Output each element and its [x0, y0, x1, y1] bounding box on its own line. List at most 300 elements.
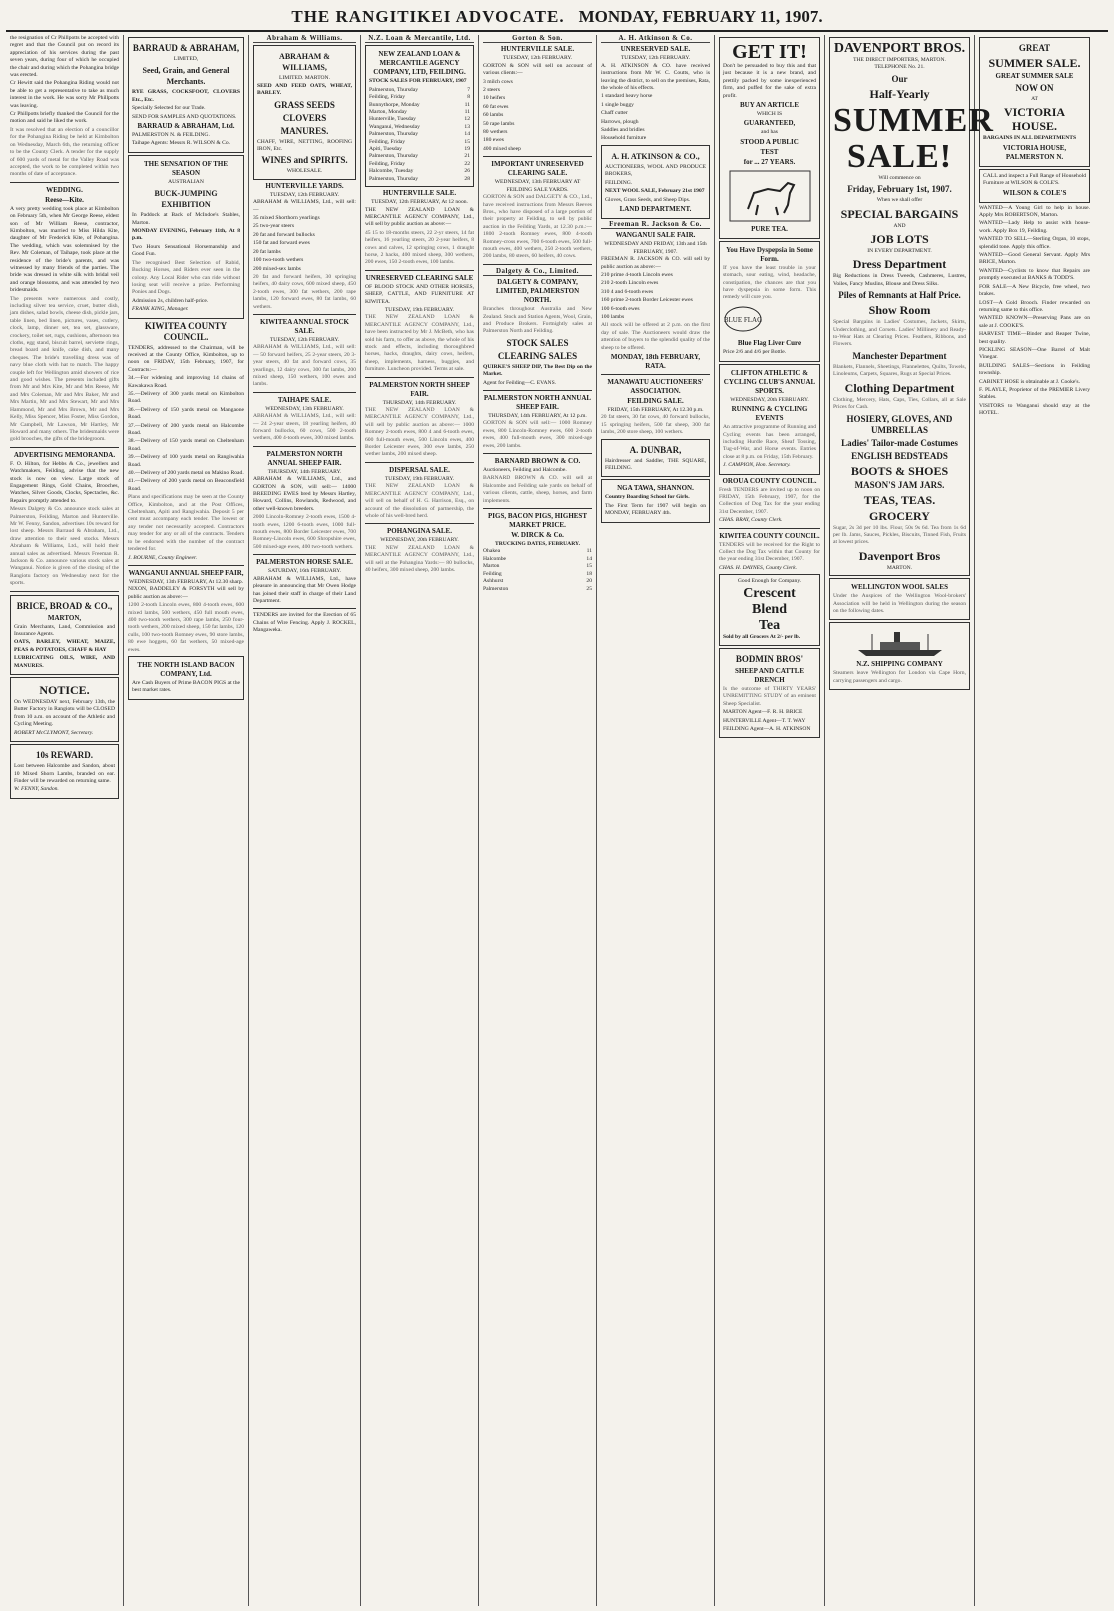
nixon-filler: 1200 2-tooth Lincoln ewes, 800 4-tooth ewes, 600 mixed lambs, 500 wethers, 450 full mouth ewes, 400 two-tooth wethers, 300 rape lambs, 250 four-tooth wethers, 200 mixed sheep, 150 fat lambs, 120 culls, 100 two-tooth Romney ewes, 90 store lambs, 80 ewe hoggets, 60 fat wethers, 50 mixed-age ewes.: [128, 602, 244, 653]
aw-heading: ABRAHAM & WILLIAMS,: [279, 52, 330, 73]
sale-date-row-value: 11: [464, 109, 470, 116]
frj-items: [601, 272, 710, 321]
sale-date-row-label: Bunnythorpe, Monday: [369, 101, 420, 108]
atkinson-place: FEILDING.: [605, 179, 633, 186]
wellington-heading: WELLINGTON WOOL SALES: [851, 583, 948, 592]
classified-ad: VISITORS to Wanganui should stay at the HOTEL.: [979, 402, 1090, 417]
bodmin-sub: SHEEP AND CATTLE DRENCH: [734, 667, 805, 684]
sale-date-row: [369, 102, 470, 109]
sale-date-row: [369, 139, 470, 146]
dunbar-heading: A. DUNBAR,: [629, 444, 682, 455]
get-it-heading: GET IT!: [732, 41, 807, 63]
column-8: [825, 35, 994, 1606]
shipping-filler: Steamers leave Wellington for London via Cape Horn, carrying passengers and cargo.: [833, 670, 966, 684]
frj-item: 100 6-tooth ewes: [601, 305, 640, 312]
nzl-hunterville-date: TUESDAY, 12th FEBRUARY, At 12 noon.: [371, 199, 468, 206]
atkinson-advert: [601, 145, 710, 219]
crescent-price: Sold by all Grocers At 2/- per lb.: [723, 633, 801, 640]
clifton-advert: [719, 364, 820, 475]
commences-label: Will commence on: [878, 174, 921, 181]
sale-date-row-value: 15: [464, 138, 470, 145]
crescent-title: Crescent: [743, 585, 796, 601]
get-it-text: Don't be persuaded to buy this and that just because it is a new brand, and prettily packed by some inexperienced firm, and puffed for the sake of extra profit.: [723, 63, 816, 99]
sale-date-row-label: Feilding, Friday: [369, 160, 406, 167]
column-5-header: Gorton & Son.: [483, 35, 592, 43]
contract-item: 38.—Delivery of 150 yards metal on Cheltenham Road.: [128, 438, 244, 452]
sale-date-row: [369, 87, 470, 94]
column-6: [597, 35, 715, 1606]
frj-item: 210 2-tooth Lincoln ewes: [601, 280, 659, 287]
sale-date-row-label: Apiti, Tuesday: [369, 146, 402, 153]
nixon-text: NIXON, BADDELEY & FORSYTH will sell by public auction as above:—: [128, 586, 244, 600]
summer-sale-heading: SUMMER SALE.: [988, 56, 1081, 70]
frj-text: FREEMAN R. JACKSON & CO. will sell by public auction as above:—: [601, 256, 710, 270]
sale-date-row-label: Wanganui, Wednesday: [369, 123, 420, 130]
sale-date-row-label: Palmerston, Thursday: [369, 86, 418, 93]
barraud-advert: [128, 37, 244, 153]
gorton-hunterville-heading: HUNTERVILLE SALE.: [500, 45, 575, 54]
clearing-sub: OF BLOOD STOCK AND OTHER HORSES, SHEEP, CATTLE, AND FURNITURE AT KIWITEA.: [365, 283, 474, 305]
barraud-line: Seed, Grain, and General Merchants.: [142, 66, 230, 87]
sale-date-row: [369, 176, 470, 183]
kiwitea-council-text: TENDERS, addressed to the Chairman, will be received at the County Office, Kimbolton, up to noon on FRIDAY, 15th February, 1907, for Contracts:—: [128, 344, 244, 373]
reward-signature: W. FENNY, Sandon.: [14, 786, 59, 793]
clearing-filler: THE NEW ZEALAND LOAN & MERCANTILE AGENCY COMPANY, Ltd., have been instructed by Mr J. McBeth, who has sold his farm, to offer as above, the whole of his stock and effects, including thoroughbred horses, hacks, draughts, dairy cows, heifers, sheep, implements, harness, buggies, and furniture. Luncheon provided. Terms at sale.: [365, 314, 474, 373]
gorton-item: 50 rape lambs: [483, 120, 515, 127]
sale-date-row: [369, 161, 470, 168]
masthead: [6, 4, 1108, 32]
sale-date-row: [369, 131, 470, 138]
wanganui-sale-date: WEDNESDAY AND FRIDAY, 13th and 15th FEBRUARY, 1907.: [604, 241, 707, 255]
columns: [6, 35, 1108, 1606]
dunbar-advert: [601, 439, 710, 478]
council-report-filler: It was resolved that an election of a councillor for the Pohangina Riding be held at Kimbolton on Wednesday, March 6th, the returning officer to be the County Clerk. A tender for the supply of 600 yards of metal for the Valley Road was accepted, the work to be completed within two months of date of acceptance.: [10, 126, 119, 178]
sales-list: [369, 87, 470, 183]
sale-date-row-value: 8: [467, 94, 470, 101]
dalgety-agent: Agent for Feilding—C. EVANS.: [483, 379, 557, 386]
classified-ad: WANTED KNOWN—Preserving Pans are on sale at J. COOKE'S.: [979, 315, 1090, 329]
sale-date-row-value: 14: [464, 131, 470, 138]
pohangina-date: WEDNESDAY, 20th FEBRUARY.: [380, 537, 459, 544]
sale-date-row-label: Marton, Monday: [369, 109, 407, 116]
atkinson-offer: Gloves, Grass Seeds, and Sheep Dips.: [605, 196, 691, 203]
barraud-stock: RYE GRASS, COCKSFOOT, CLOVERS Etc., Etc.: [132, 89, 240, 103]
davenport-tel: TELEPHONE No. 21.: [874, 64, 925, 71]
bargains-all: BARGAINS IN ALL DEPARTMENTS: [983, 135, 1077, 142]
every-department: IN EVERY DEPARTMENT.: [867, 248, 932, 255]
kiwitea-council-heading: KIWITEA COUNTY COUNCIL.: [144, 320, 228, 342]
barraud-limited: LIMITED,: [173, 56, 199, 62]
gorton-item: 10 heifers: [483, 95, 506, 102]
davenport-bros-footer: Davenport Bros: [858, 548, 941, 563]
aw-sub: LIMITED. MARTON.: [279, 75, 330, 82]
notice-advert: [10, 677, 119, 742]
hunterville-yards-date: TUESDAY, 12th FEBRUARY.: [269, 191, 340, 198]
gorton-items: [483, 79, 592, 154]
dyspepsia-heading: You Have Dyspepsia in Some Form.: [726, 245, 813, 263]
frj-item: 100 lambs: [601, 313, 625, 320]
contract-item: 41.—Delivery of 200 yards metal on Beaconsfield Road.: [128, 478, 244, 492]
frj-filler: All stock will be offered at 2 p.m. on the first day of sale. The Auctioneers would draw the attention of buyers to the splendid quality of the sheep to be offered.: [601, 322, 710, 351]
council-report-3: Cr Phillpotts briefly thanked the Council for the motion and said he liked the work.: [10, 111, 119, 125]
liver-cure: Blue Flag Liver Cure: [737, 339, 802, 348]
atkinson-item: 1 single buggy: [601, 101, 634, 108]
taihape-filler: ABRAHAM & WILLIAMS, Ltd., will sell:— 24 2-year steers, 18 yearling heifers, 40 forward bullocks, 60 cows, 500 2-tooth wethers, 400 4-tooth ewes, 300 mixed lambs.: [253, 413, 356, 442]
unreserved-date: TUESDAY, 12th FEBRUARY.: [620, 55, 691, 62]
adv-memoranda-heading: ADVERTISING MEMORANDA.: [13, 450, 116, 459]
wedding-presents: The presents were numerous and costly, including silver tea service, cruet, butter dish, jam dishes, salad bowls, cheese dish, pickle jars, table linen, bed linen, pictures, vases, cutlery, clock, lamp, dinner set, tea set, glassware, crockery, toilet set, rugs, cushions, afternoon tea cloths, egg stand, biscuit barrel, serviette rings, bread board and knife, cake dish, and many cheques. The bride's travelling dress was of navy blue cloth with hat to match. The happy couple left for Wellington amid showers of rice and good wishes. The presents included gifts from Mr and Mrs Kite, Mr and Mrs Reese, Mr and Mrs Coleman, Mr and Mrs Baker, Mr and Mrs Martin, Mr and Mrs Stewart, Mr and Mrs Hammond, Mr and Mrs Brown, Mr and Mrs Kelly, Miss Spencer, Miss Foster, Miss Gordon, Mr Campbell, Mr Lawson, Mr Hartley, Mr Howard and many others. The bridesmaids were gold brooches, the gifts of the bridegroom.: [10, 295, 119, 443]
adv-memoranda-text: F. O. Hilton, for Hebbs & Co., jewellers and Watchmakers, Feilding, advise that the new stock is now on view. Large stock of Engagement Rings, Gold Chains, Brooches, Watches, Silver Goods, Clocks, Spectacles, &c. Repairs promptly attended to.: [10, 460, 119, 504]
column-3-header: Abraham & Williams.: [253, 35, 356, 43]
gorton-palmerston-date: THURSDAY, 14th FEBRUARY, At 12 p.m.: [488, 413, 587, 419]
atkinson-item: 1 standard heavy horse: [601, 93, 653, 100]
buckjump-advert: [128, 155, 244, 319]
crescent-advert: [719, 574, 820, 646]
aw-chaff: CHAFF, WIRE, NETTING, ROOFING IRON, Etc.: [257, 138, 352, 153]
davenport-heading: DAVENPORT BROS.: [833, 41, 966, 56]
at-label: AT: [1031, 96, 1038, 102]
nzl-hunterville-heading: HUNTERVILLE SALE.: [382, 189, 457, 198]
sensation-sub: AUSTRALIAN: [168, 178, 204, 185]
trucking-row: [483, 578, 592, 585]
classified-ad: WANTED—Good General Servant. Apply Mrs BRICE, Marton.: [979, 252, 1090, 266]
column-3: [249, 35, 361, 1606]
sale-date: Friday, February 1st, 1907.: [847, 184, 952, 195]
sensation-filler: The recognised Best Selection of Rabid, Bucking Horses, and Riders ever seen in the colony. Any Local Rider who can ride without losing seat will receive a prize. Performing Ponies and Dogs.: [132, 259, 240, 296]
brice-goods: OATS, BARLEY, WHEAT, MAIZE, PEAS & POTATOES, CHAFF & HAY: [14, 639, 115, 653]
dirck-name: W. DIRCK & Co.: [511, 531, 564, 540]
trucking-row-label: Halcombe: [483, 555, 506, 562]
job-lots: JOB LOTS: [870, 232, 929, 247]
rata-heading: MONDAY, 18th FEBRUARY, RATA.: [610, 353, 701, 370]
atkinson-item: Chaff cutter: [601, 110, 628, 117]
blue-flag-label: BLUE FLAG: [723, 315, 763, 324]
trucking-heading: TRUCKING DATES, FEBRUARY.: [495, 541, 580, 548]
hunterville-item: 200 mixed-sex lambs: [253, 265, 301, 272]
sensation-when: MONDAY EVENING, February 11th, At 8 p.m.: [132, 228, 240, 242]
blue-flag-icon: [723, 305, 763, 333]
sale-date-row-value: 22: [464, 160, 470, 167]
brice-subtitle: Grain Merchants, Land, Commission and Insurance Agents.: [14, 623, 115, 638]
clifton-heading: CLIFTON ATHLETIC & CYCLING CLUB'S ANNUAL SPORTS.: [723, 368, 816, 395]
classified-ad: PICKLING SEASON—One Barrel of Malt Vinegar.: [979, 346, 1090, 361]
trucking-row-label: Ohakea: [483, 548, 501, 555]
dalgety-filler: Branches throughout Australia and New Zealand. Stock and Station Agents, Wool, Grain, and Produce Brokers. Fortnightly sales at Palmerston North and Feilding.: [483, 306, 592, 335]
show-room-filler: Special Bargains in Ladies' Costumes, Jackets, Skirts, Underclothing, and Corsets. Ladies' Millinery and Ready-to-Wear Hats at Clearing Prices. Feathers, Ribbons, and Flowers.: [833, 319, 966, 348]
shipping-heading: N.Z. SHIPPING COMPANY: [856, 660, 943, 669]
clifton-filler: An attractive programme of Running and Cycling events has been arranged, including Hurdle Race, Sheaf Tossing, Tug-of-War, and Horse events. Entries close at 8 p.m. on Friday, 15th February.: [723, 424, 816, 460]
wanganui-sale-heading: WANGANUI SALE FAIR.: [615, 231, 696, 240]
north-island-sub: Are Cash Buyers of Prime BACON PIGS at the best market rates.: [132, 679, 240, 694]
buy-line-4: and has: [761, 129, 778, 136]
show-room: Show Room: [868, 303, 931, 318]
trucking-row-value: 25: [586, 585, 592, 592]
kiwitea-sale-heading: KIWITEA ANNUAL STOCK SALE.: [260, 317, 349, 335]
barraud-samples: SEND FOR SAMPLES AND QUOTATIONS.: [132, 113, 237, 120]
aw-wines: WINES and SPIRITS.: [261, 155, 348, 166]
classified-ad: WANTED—A Young Girl to help in house. Apply Mrs ROBERTSON, Marton.: [979, 204, 1090, 219]
gorton-item: 400 mixed sheep: [483, 145, 521, 152]
wedding-text: A very pretty wedding took place at Kimbolton on February 5th, when Mr George Reese, eldest son of Mr William Reese, contractor, Kimbolton, was married to Miss Hilda Kite, daughter of Mr Frederick Kite, of Pohangina. The wedding, which was solemnised by the Rev. Mr Coleman, of Taihape, took place at the residence of the bride's parents, and was witnessed by many friends of the parties. The bride was dressed in white silk with bridal veil and orange blossoms, and was attended by two bridesmaids.: [10, 205, 119, 294]
oroua-filler: Fresh TENDERS are invited up to noon on FRIDAY, 15th February, 1907, for the Collection of Dog Tax for the year ending 31st December, 1907.: [719, 486, 820, 515]
ngatawa-heading: NGA TAWA, SHANNON.: [617, 484, 694, 493]
sensation-manager: FRANK KING, Manager.: [132, 306, 189, 313]
sheepfair-filler: THE NEW ZEALAND LOAN & MERCANTILE AGENCY COMPANY, Ltd., will sell by public auction as above:— 1000 Romney 2-tooth ewes, 800 4 and 6-tooth ewes, 600 full-mouth ewes, 500 Lincoln ewes, 400 Border Leicester ewes, 300 ewe lambs, 250 wether lambs, 200 mixed sheep.: [365, 407, 474, 458]
kiwitea-signature-2: CHAS. H. DAYNES, County Clerk.: [719, 564, 798, 571]
gorton-item: 80 wethers: [483, 129, 508, 136]
clearing-sales-heading: CLEARING SALES: [497, 350, 578, 361]
trucking-row: [483, 563, 592, 570]
dress-text: Big Reductions in Dress Tweeds, Cashmeres, Lustres, Voiles, Fancy Muslins, Blouse and Dress Silks.: [833, 273, 966, 287]
atkinson-items: [601, 93, 710, 142]
land-dept: LAND DEPARTMENT.: [619, 204, 692, 213]
sale-date-row-label: Palmerston, Thursday: [369, 175, 418, 182]
aw-clovers: CLOVERS: [282, 112, 327, 123]
sale-date-row-label: Feilding, Friday: [369, 138, 406, 145]
hunterville-item: 150 fat and forward ewes: [253, 240, 310, 247]
council-report-intro: the resignation of Cr Phillpotts be accepted with regret and that the Council put on record its appreciation of his services during the past seven years, during four of which he occupied the chair and during which the Pohangina bridge was erected.: [10, 35, 119, 79]
issue-date: MONDAY, FEBRUARY 11, 1907.: [578, 7, 823, 26]
sale-date-row-value: 28: [464, 175, 470, 182]
palmerston-horse-heading: PALMERSTON HORSE SALE.: [256, 558, 353, 567]
nzl-hunterville-text: THE NEW ZEALAND LOAN & MERCANTILE AGENCY COMPANY, Ltd., will sell by public auction as above:—: [365, 206, 474, 228]
manchester-filler: Blankets, Flannels, Sheetings, Flannelettes, Quilts, Towels, Linoleums, Carpets, Squares, Rugs at Special Prices.: [833, 363, 966, 378]
contracts-filler: Plans and specifications may be seen at the County Office, Kimbolton, and at the Post Offices, Cheltenham, Apiti and Rangiwahia. Deposit 5 per cent must accompany each tender. The lowest or any tender not necessarily accepted. Contractors may tender for any or all of the contracts. Tenders to be endorsed with the number of the contract tendered for.: [128, 494, 244, 553]
gorton-item: 3 milch cows: [483, 78, 513, 85]
summer-heading: SUMMER: [833, 101, 994, 139]
grocery: GROCERY: [869, 508, 930, 523]
palmerston-filler: 2000 Lincoln-Romney 2-tooth ewes, 1500 4-tooth ewes, 1200 6-tooth ewes, 1000 full-mouth ewes, 800 Border Leicester ewes, 700 Romney-Lincoln ewes, 600 Shropshire ewes, 500 mixed-age ewes, 400 two-tooth wethers.: [253, 514, 356, 550]
gorton-item: 60 fat ewes: [483, 103, 509, 110]
pohangina-filler: THE NEW ZEALAND LOAN & MERCANTILE AGENCY COMPANY, Ltd., will sell at the Pohangina Yards:— 80 bullocks, 40 heifers, 300 mixed sheep, 200 lambs.: [365, 544, 474, 573]
barraud-ltd: BARRAUD & ABRAHAM, Ltd.: [137, 122, 235, 131]
clearing-heading: UNRESERVED CLEARING SALE: [365, 273, 474, 282]
sensation-where: In Paddock at Back of McIndoe's Stables, Marton.: [132, 212, 240, 226]
council-report-2: Cr Hewitt said the Pohangina Riding would not be able to get a representative to take as much interest in the work. He was sorry Mr Phillpotts was leaving.: [10, 80, 119, 109]
atkinson-text: A. H. ATKINSON & CO. have received instructions from Mr W. C. Coutts, who is leaving the district, to sell on the premises, Rata, the whole of his effects.: [601, 62, 710, 92]
sensation-heading: THE SENSATION OF THE SEASON: [143, 159, 229, 177]
sale-heading: SALE!: [846, 137, 953, 175]
trucking-row-value: 11: [586, 548, 592, 555]
manawatu-heading: MANAWATU AUCTIONEERS' ASSOCIATION.: [607, 378, 704, 395]
freeman-colhead: Freeman R. Jackson & Co.: [601, 221, 710, 229]
clifton-events: RUNNING & CYCLING EVENTS: [731, 405, 808, 423]
contract-item: 37.—Delivery of 200 yards metal on Halcombe Road.: [128, 422, 244, 436]
classified-ad: CABINET HOSE is obtainable at J. Cooke's.: [979, 378, 1080, 385]
barnard-text: Auctioneers, Feilding and Halcombe.: [483, 467, 567, 474]
hunterville-item: 20 fat and forward bullocks: [253, 231, 315, 238]
abraham-williams-advert: [253, 45, 356, 179]
sale-date-row: [369, 116, 470, 123]
palmerston-horse-date: SATURDAY, 16th FEBRUARY.: [268, 568, 341, 575]
sale-date-row: [369, 153, 470, 160]
dalgety-colhead: Dalgety & Co., Limited.: [483, 268, 592, 276]
trucking-row-label: Ashhurst: [483, 578, 504, 585]
newspaper-title: THE RANGITIKEI ADVOCATE.: [291, 7, 565, 26]
barnard-filler: BARNARD BROWN & CO. will sell at Halcombe and Feilding sale yards on behalf of various clients, cattle, sheep, horses, and farm implements.: [483, 475, 592, 504]
north-island-heading: THE NORTH ISLAND BACON COMPANY, Ltd.: [137, 660, 235, 678]
brice-place: MARTON,: [47, 613, 82, 622]
dress-dept: Dress Department: [852, 257, 947, 272]
sale-date-row-value: 21: [464, 153, 470, 160]
sale-date-row-value: 11: [464, 101, 470, 108]
clearing-date: TUESDAY, 19th FEBRUARY.: [384, 306, 455, 313]
notice-text: On WEDNESDAY next, February 13th, the Butter Factory in Rangiotu will be CLOSED from 10 a.m. on account of the Athletic and Cycling Meeting.: [14, 699, 115, 728]
and-label: AND: [893, 222, 906, 229]
dalgety-name: DALGETY & COMPANY, LIMITED, PALMERSTON NORTH.: [495, 278, 580, 305]
shipping-advert: [829, 622, 970, 690]
classified-ad: LOST—A Gold Brooch. Finder rewarded on returning same to this office.: [979, 299, 1090, 313]
atkinson-item: Harrows, plough: [601, 118, 639, 125]
gorton-hunterville-date: TUESDAY, 12th FEBRUARY.: [502, 55, 573, 62]
sale-date-row-value: 12: [464, 116, 470, 123]
bodmin-agent-3: FEILDING Agent—A. H. ATKINSON: [723, 726, 811, 733]
north-island-bacon-advert: [128, 656, 244, 700]
clothing-dept: Clothing Department: [844, 380, 955, 395]
ngatawa-text: The First Term for 1907 will begin on MONDAY, FEBRUARY 4th.: [605, 502, 706, 517]
fencing-tender: TENDERS are invited for the Erection of 65 Chains of Wire Fencing. Apply J. ROCKEL, Mangaweka.: [253, 612, 356, 634]
oroua-signature: CHAS. BRAY, County Clerk.: [719, 517, 783, 524]
stock-sales-heading: STOCK SALES: [506, 337, 569, 348]
barraud-agents: Taihape Agents: Messrs R. WILSON & Co.: [132, 140, 231, 147]
get-it-advert: [719, 37, 820, 239]
sale-date-row-label: Feilding, Friday: [369, 94, 406, 101]
remnants: Piles of Remnants at Half Price.: [838, 290, 961, 301]
column-9: [975, 35, 1094, 1606]
liver-price: Price 2/6 and 4/6 per Bottle.: [723, 349, 787, 356]
beamish-notice: ABRAHAM & WILLIAMS, Ltd., have pleasure in announcing that Mr Owen Hodge has joined their staff in charge of their Land Department.: [253, 575, 356, 604]
sensation-admit: Admission 2s, children half-price.: [132, 297, 209, 304]
bodmin-advert: [719, 648, 820, 738]
trucking-row: [483, 571, 592, 578]
kiwitea-filler: ABRAHAM & WILLIAMS, Ltd., will sell:— 50 forward heifers, 25 2-year steers, 20 3-year steers, 40 fat and forward cows, 35 yearlings, 12 dairy cows, 300 fat lambs, 200 mixed sheep, 150 wethers, 100 ewes and lambs.: [253, 344, 356, 388]
davenport-sub: THE DIRECT IMPORTERS, MARTON.: [853, 57, 946, 63]
buy-line-2: WHICH IS: [756, 111, 783, 118]
contracts-list: [128, 375, 244, 493]
bodmin-agent-1: MARTON Agent—F. R. H. BRICE: [723, 709, 803, 716]
quirke-dip: QUIRKE'S SHEEP DIP, The Best Dip on the Market.: [483, 363, 592, 378]
trucking-row-value: 20: [586, 578, 592, 585]
sale-date-row: [369, 124, 470, 131]
barnard-heading: BARNARD BROWN & CO.: [494, 457, 581, 466]
special-bargains: SPECIAL BARGAINS: [840, 206, 959, 221]
ship-icon: [850, 628, 950, 658]
sale-date-row: [369, 94, 470, 101]
wellington-wool-advert: [829, 578, 970, 620]
classified-ad: WANTED TO SELL—Sterling Organ, 10 stops, splendid tone. Apply this office.: [979, 236, 1090, 250]
frj-item: 160 prime 2-tooth Border Leicester ewes: [601, 297, 693, 304]
trucking-row-value: 15: [586, 563, 592, 570]
classified-ad: WANTED—Cyclists to know that Repairs are promptly executed at BANKS & TODD'S.: [979, 267, 1090, 282]
crescent-blend: Blend: [751, 601, 787, 617]
horse-logo-icon: [728, 169, 812, 223]
ngatawa-sub: Country Boarding School for Girls.: [605, 494, 690, 501]
classified-ad: FOR SALE—A New Bicycle, free wheel, two brakes.: [979, 283, 1090, 298]
hunterville-item: 35 mixed Shorthorn yearlings: [253, 215, 320, 222]
aw-manures: MANURES.: [280, 125, 329, 136]
gorton-item: 2 steers: [483, 87, 500, 94]
sale-date-row-label: Palmerston, Thursday: [369, 131, 418, 138]
reward-advert: [10, 744, 119, 799]
nzl-sub: STOCK SALES FOR FEBRUARY, 1907: [369, 78, 467, 85]
dispersal-date: TUESDAY, 19th FEBRUARY.: [384, 475, 455, 482]
teas: TEAS, TEAS.: [863, 492, 936, 507]
sale-date-row-label: Halcombe, Tuesday: [369, 168, 414, 175]
trucking-row-label: Feilding: [483, 570, 502, 577]
manchester-dept: Manchester Department: [852, 350, 947, 361]
victoria-advert: [979, 37, 1090, 167]
contract-item: 35.—Delivery of 300 yards metal on Kimbolton Road.: [128, 390, 244, 405]
buy-line-3: GUARANTEED,: [743, 119, 796, 128]
barraud-places: PALMERSTON N. & FEILDING.: [132, 132, 210, 139]
atkinson-heading: A. H. ATKINSON & CO.,: [611, 151, 700, 161]
trucking-list: [483, 548, 592, 592]
hunterville-yards-heading: HUNTERVILLE YARDS.: [265, 181, 344, 190]
feilding-sale-date: FRIDAY, 15th FEBRUARY, At 12.30 p.m.: [607, 407, 704, 413]
boots-shoes: BOOTS & SHOES: [850, 463, 949, 478]
hunterville-item: 100 two-tooth wethers: [253, 257, 304, 264]
our-label: Our: [891, 73, 908, 84]
trucking-row-value: 18: [586, 570, 592, 577]
important-heading: IMPORTANT UNRESERVED CLEARING SALE.: [491, 160, 584, 178]
frj-item: 310 4 and 6-tooth ewes: [601, 288, 654, 295]
adv-memoranda-filler: Messrs Dalgety & Co. announce stock sales at Palmerston, Feilding, Marton and Hunterville. Mr W. Fenny, Sandon, advertises 10s reward for lost sheep. Messrs Barraud & Abraham, Ltd., draw attention to their seed stocks. Messrs Abraham & Williams, Ltd., will hold their annual sales as advertised. Messrs Freeman R. Jackson & Co. announce various stock sales at Wanganui. Notice is given of the closing of the Rangiotu factory on Wednesday next for the sports.: [10, 506, 119, 587]
dunbar-sub: Hairdresser and Saddler, THE SQUARE, FEILDING.: [605, 457, 706, 472]
oroua-heading: OROUA COUNTY COUNCIL.: [722, 476, 817, 485]
classified-ad: HARVEST TIME—Binder and Reaper Twine, best quality.: [979, 331, 1090, 345]
feilding-sale-heading: FEILDING SALE.: [627, 397, 684, 405]
taihape-heading: TAIHAPE SALE.: [277, 395, 332, 404]
sensation-title: BUCK-JUMPING EXHIBITION: [154, 189, 218, 210]
column-2: [124, 35, 249, 1606]
clothing-filler: Clothing, Mercery, Hats, Caps, Ties, Collars, all at Sale Prices for Cash.: [833, 396, 966, 411]
trucking-row: [483, 586, 592, 593]
dispersal-heading: DISPERSAL SALE.: [389, 465, 450, 474]
hunterville-item: 25 two-year steers: [253, 223, 295, 230]
gorton-item: 60 lambs: [483, 112, 504, 119]
crescent-pre: Good Enough for Company.: [737, 578, 802, 585]
taihape-date: WEDNESDAY, 13th FEBRUARY.: [265, 405, 344, 412]
contract-item: 40.—Delivery of 200 yards metal on Makino Road.: [128, 470, 244, 477]
when-label: When we shall offer: [876, 197, 923, 204]
trucking-row-label: Palmerston: [483, 585, 509, 592]
barraud-special: Specially Selected for our Trade.: [132, 105, 206, 112]
classified-ad: WANTED—Lady Help to assist with house-work. Apply Box 19, Feilding.: [979, 220, 1090, 234]
victoria-house-2: VICTORIA HOUSE, PALMERSTON N.: [1002, 143, 1067, 161]
palmerston-fair-text: ABRAHAM & WILLIAMS, Ltd., and GORTON & SON, will sell:— 14000 BREEDING EWES bred by Messrs Hartley, Howard, Collins, Rowlands, Redwood, and other well-known breeders.: [253, 476, 356, 512]
aw-wholesale: WHOLESALE.: [286, 168, 323, 175]
feilding-filler: 20 fat steers, 30 fat cows, 40 forward bullocks, 15 springing heifers, 500 fat sheep, 300 fat lambs, 200 store sheep, 100 wethers.: [601, 414, 710, 436]
trucking-row: [483, 548, 592, 555]
nzl-heading: NEW ZEALAND LOAN & MERCANTILE AGENCY COMPANY, LTD, FEILDING.: [373, 50, 466, 77]
hunter-filler: 20 fat and forward heifers, 30 springing heifers, 40 dairy cows, 600 mixed sheep, 450 2-tooth ewes, 300 fat wethers, 200 rape lambs, 120 forward ewes, 80 fat lambs, 60 wethers.: [253, 273, 356, 310]
dispersal-filler: THE NEW ZEALAND LOAN & MERCANTILE AGENCY COMPANY, Ltd., will sell on behalf of H. G. Harrison, Esq., on account of the dissolution of partnership, the whole of his well-bred herd.: [365, 483, 474, 519]
dyspepsia-filler: If you have the least trouble in your stomach, sour eating, wind, headache, constipation, the chances are that you have dyspepsia in some form. This remedy will cure you.: [723, 264, 816, 301]
wilson-cole: WILSON & COLE'S: [1002, 188, 1067, 197]
barraud-heading: BARRAUD & ABRAHAM,: [132, 43, 240, 53]
blue-flag-advert: [719, 241, 820, 362]
gorton-item: 180 ewes: [483, 137, 504, 144]
pohangina-heading: POHANGINA SALE.: [387, 527, 452, 536]
great-summer-sale: GREAT SUMMER SALE: [995, 72, 1074, 80]
nz-loan-advert: [365, 45, 474, 187]
hunterville-items: [253, 215, 356, 273]
wellington-filler: Under the Auspices of the Wellington Wool-brokers' Association will be held in Wellington during the season on the following dates.: [833, 593, 966, 614]
kiwitea-filler-2: TENDERS will be received for the Right to Collect the Dog Tax within that County for the year ending 31st December, 1907.: [719, 541, 820, 563]
sale-date-row-label: Hunterville, Tuesday: [369, 116, 416, 123]
nzl-hunt-filler: 45 15 to 18-months steers, 22 2-yr steers, 14 fat heifers, 16 yearling steers, 20 2-year heifers, 8 cows and calves, 12 springing cows, 1 draught horse, 2 hacks, 400 mixed sheep, 300 wethers, 200 ewes, 150 2-tooth ewes, 100 lambs.: [365, 229, 474, 266]
victoria-house: VICTORIA HOUSE.: [1003, 105, 1066, 134]
